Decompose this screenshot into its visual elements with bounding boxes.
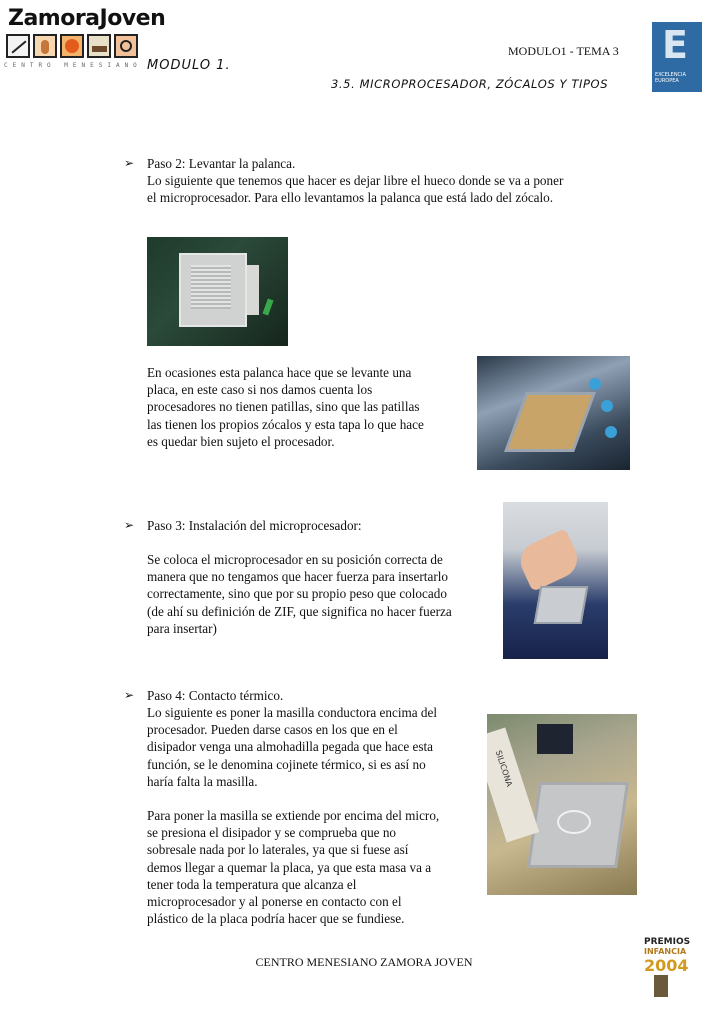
step-title: Paso 4: Contacto térmico.	[147, 688, 284, 703]
thermal-paste-photo	[487, 714, 637, 895]
step-title: Paso 3: Instalación del microprocesador:	[147, 518, 362, 533]
logo-tile-icon	[6, 34, 30, 58]
badge-caption-line2: EUROPEA	[655, 78, 679, 84]
excellence-badge	[652, 22, 702, 92]
step-text: Lo siguiente es poner la masilla conductora encima del procesador. Pueden darse casos en los que en el disipador venga una almohadilla pegada que hace esta función, se le denomina cojinete térmico, si es así no haría falta la masilla.	[147, 705, 438, 789]
logo-tile-icon	[114, 34, 138, 58]
bullet-icon: ➢	[124, 518, 135, 532]
cpu-socket-lever-photo	[147, 237, 288, 346]
step-text: Lo siguiente que tenemos que hacer es dejar libre el hueco donde se va a poner el microprocesador. Para ello levantamos la palanca que está lado del zócalo.	[147, 173, 564, 206]
badge-caption-line1: EXCELENCIA	[655, 72, 686, 78]
bullet-icon: ➢	[124, 156, 135, 170]
step-text-continued: Para poner la masilla se extiende por encima del micro, se presiona el disipador y se comprueba que no sobresale nada por lo laterales, ya que si fuese así demos llegar a quemar la placa, ya que esta masa va a tener toda la temperatura que alcanza el microprocesador y al ponerse en contacto con el plástico de la placa podría hacer que se fundiese.	[147, 808, 440, 927]
logo-tile-icon	[33, 34, 57, 58]
award-line1: PREMIOS	[644, 937, 691, 947]
award-year: 2004	[644, 956, 689, 975]
step-title: Paso 2: Levantar la palanca.	[147, 156, 296, 171]
logo-tile-icon	[60, 34, 84, 58]
logo-tile-icon	[87, 34, 111, 58]
step-text: Se coloca el microprocesador en su posición correcta de manera que no tengamos que hacer fuerza para insertarlo correctamente, sino que por su propio peso que colocado (de ahí su definición de ZIF, que significa no hacer fuerza para insertar)	[147, 552, 452, 636]
step-note: En ocasiones esta palanca hace que se levante una placa, en este caso si nos damos cuenta los procesadores no tienen patillas, sino que las patillas las tienen los propios zócalos y esta tapa lo que hace es quedar bien sujeto el procesador.	[147, 365, 424, 449]
bullet-icon: ➢	[124, 688, 135, 702]
award-line2: INFANCIA	[644, 947, 687, 956]
award-logo	[644, 937, 691, 999]
module-topic: MODULO1 - TEMA 3	[508, 44, 619, 58]
logo-wordmark: ZamoraJoven	[8, 6, 166, 31]
open-socket-photo	[477, 356, 630, 470]
footer-text: CENTRO MENESIANO ZAMORA JOVEN	[255, 955, 473, 969]
badge-caption	[655, 72, 686, 84]
award-statue-icon	[654, 975, 668, 997]
badge-letter: E	[662, 23, 688, 67]
cpu-insertion-photo	[503, 502, 608, 659]
logo-subtitle: CENTRO MENESIANO	[4, 62, 142, 69]
section-title: 3.5. MICROPROCESADOR, ZÓCALOS Y TIPOS	[331, 77, 609, 91]
paste-tube-label: SILICONA	[493, 749, 514, 788]
logo-tiles	[6, 34, 138, 58]
module-label: MODULO 1.	[147, 58, 231, 73]
